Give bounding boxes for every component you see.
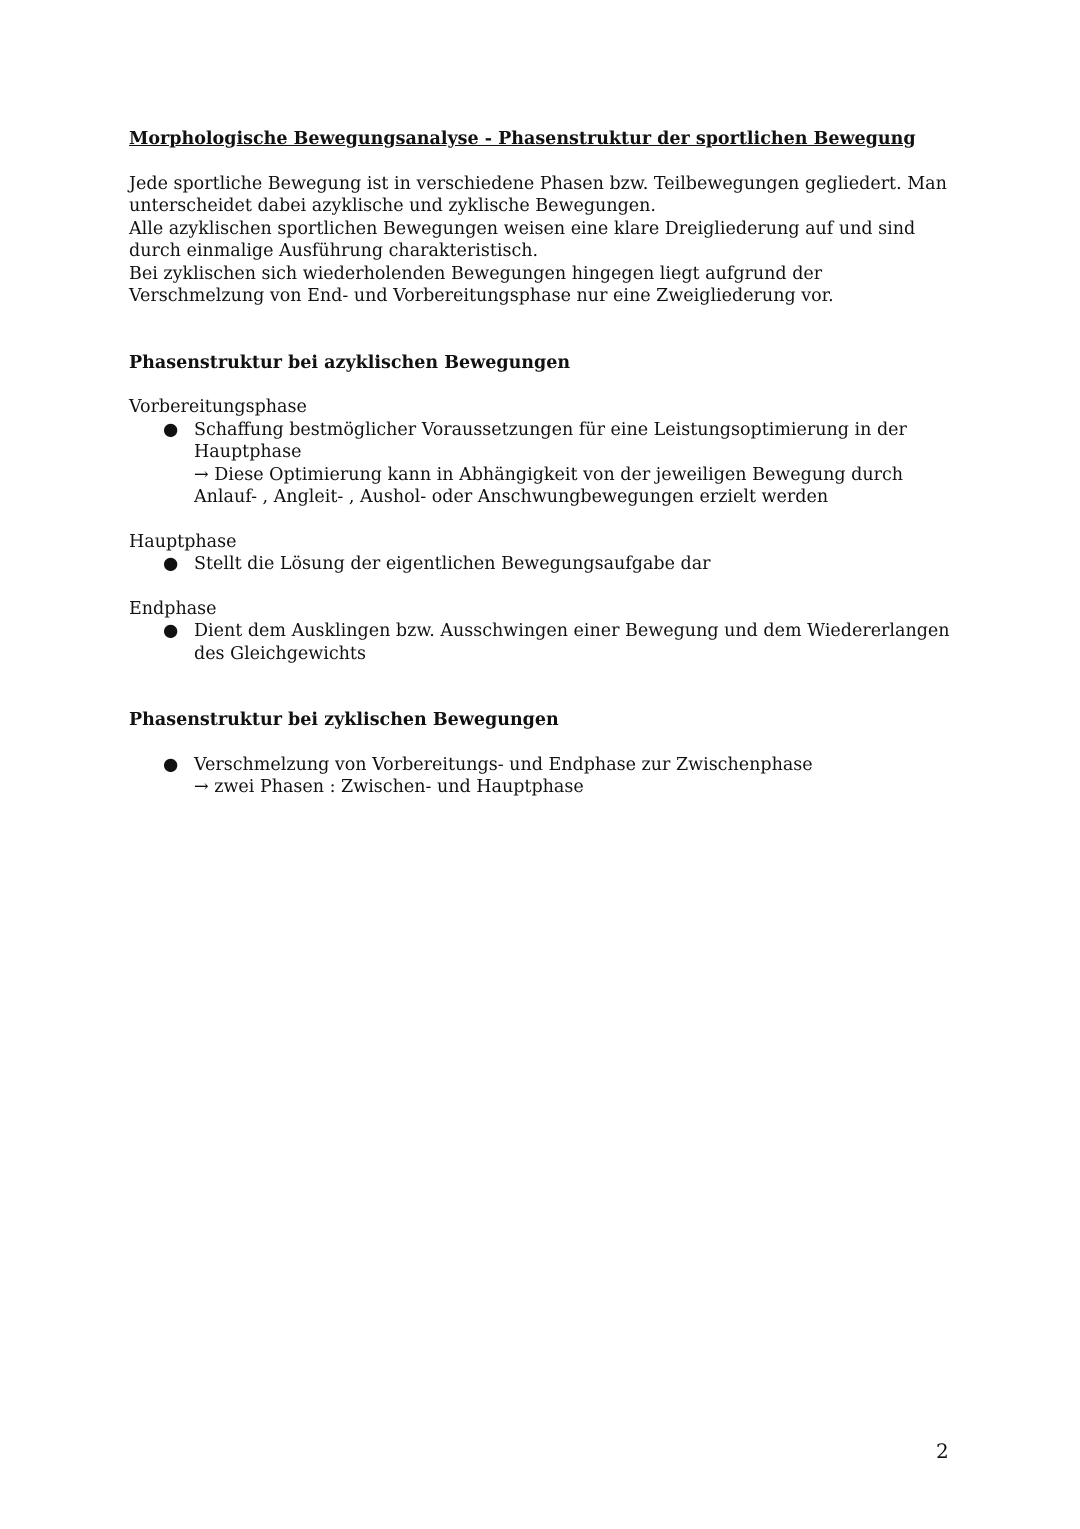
bullet-text: Schaffung bestmöglicher Voraussetzungen für eine Leistungsoptimierung in der Hauptphase [194, 419, 907, 462]
bullet-list [129, 419, 959, 509]
page-number: 2 [936, 1439, 949, 1463]
list-item [129, 419, 959, 509]
list-item [129, 620, 959, 665]
bullet-text: Dient dem Ausklingen bzw. Ausschwingen einer Bewegung und dem Wiedererlangen des Gleichgewichts [194, 621, 950, 664]
intro-sentence: Alle azyklischen sportlichen Bewegungen weisen eine klare Dreigliederung auf und sind durch einmalige Ausführung charakteristisch. [129, 218, 916, 261]
phase-end [129, 598, 959, 666]
list-item [129, 754, 959, 799]
bullet-text: Stellt die Lösung der eigentlichen Bewegungsaufgabe dar [194, 554, 711, 574]
list-item [129, 553, 959, 576]
arrow-note: → Diese Optimierung kann in Abhängigkeit von der jeweiligen Bewegung durch Anlauf- , Angleit- , Aushol- oder Anschwungbewegungen erzielt werden [194, 464, 904, 507]
arrow-note: → zwei Phasen : Zwischen- und Hauptphase [194, 777, 584, 797]
section-heading-zyklisch: Phasenstruktur bei zyklischen Bewegungen [129, 710, 559, 730]
phase-label: Hauptphase [129, 531, 237, 552]
page-content [129, 128, 959, 799]
intro-sentence: Bei zyklischen sich wiederholenden Bewegungen hingegen liegt aufgrund der Verschmelzung von End- und Vorbereitungsphase nur eine Zweigliederung vor. [129, 263, 834, 306]
phase-label: Endphase [129, 598, 217, 619]
bullet-icon: ● [163, 419, 179, 440]
bullet-icon: ● [163, 754, 179, 775]
bullet-icon: ● [163, 554, 179, 574]
phase-haupt [129, 531, 959, 576]
intro-sentence: Jede sportliche Bewegung ist in verschiedene Phasen bzw. Teilbewegungen gegliedert. Man unterscheidet dabei azyklische und zyklische Bewegungen. [129, 173, 947, 216]
document-title: Morphologische Bewegungsanalyse - Phasenstruktur der sportlichen Bewegung [129, 129, 916, 149]
phase-label: Vorbereitungsphase [129, 397, 307, 417]
bullet-list [129, 553, 959, 576]
bullet-list [129, 620, 959, 665]
bullet-icon: ● [163, 621, 179, 641]
phase-vorbereitung [129, 396, 959, 509]
bullet-text: Verschmelzung von Vorbereitungs- und Endphase zur Zwischenphase [194, 754, 813, 775]
section-heading-azyklisch: Phasenstruktur bei azyklischen Bewegungen [129, 352, 571, 373]
bullet-list [129, 754, 959, 799]
intro-paragraph [129, 173, 959, 308]
